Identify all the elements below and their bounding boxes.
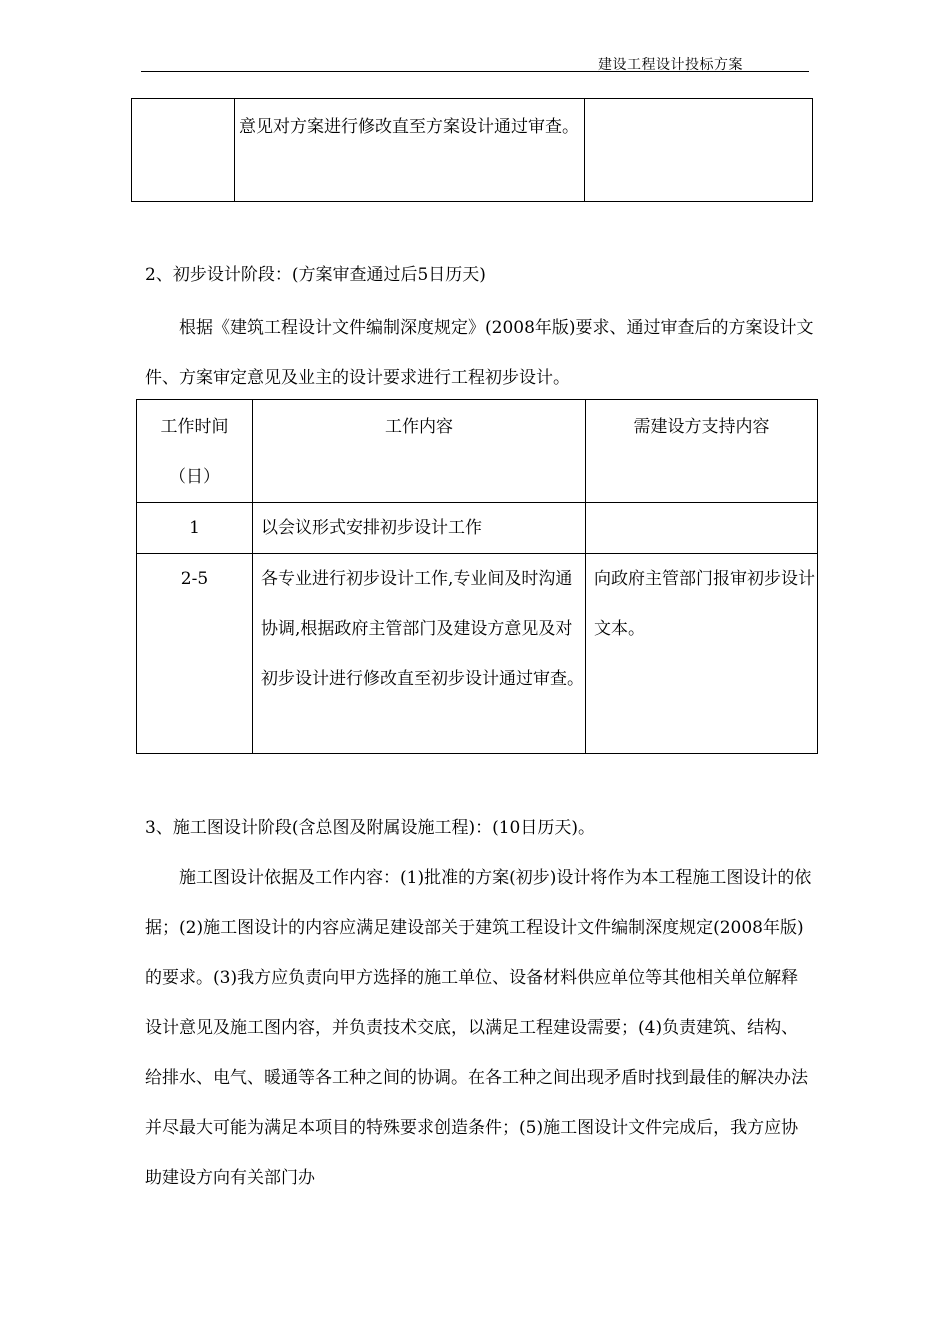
- table-cell: [132, 99, 235, 202]
- table-header-cell: 工作内容: [253, 400, 586, 503]
- table-cell: 意见对方案进行修改直至方案设计通过审查。: [235, 99, 585, 202]
- table-continued: [131, 98, 813, 202]
- header-divider: [141, 71, 809, 72]
- table-cell: 各专业进行初步设计工作,专业间及时沟通协调,根据政府主管部门及建设方意见及对初步设计进行修改直至初步设计通过审查。: [253, 554, 586, 754]
- table-cell: [585, 99, 813, 202]
- table-row: [132, 99, 813, 202]
- table-cell: 1: [137, 503, 253, 554]
- table-cell: 向政府主管部门报审初步设计文本。: [586, 554, 818, 754]
- section-2-heading: 2、初步设计阶段：(方案审查通过后5日历天): [145, 265, 486, 285]
- table-cell: 以会议形式安排初步设计工作: [253, 503, 586, 554]
- table-header-row: [137, 400, 818, 503]
- section-3-heading: 3、施工图设计阶段(含总图及附属设施工程)：(10日历天)。: [145, 818, 595, 838]
- table-header-cell: 工作时间（日）: [137, 400, 253, 503]
- section-3-paragraph: 施工图设计依据及工作内容：(1)批准的方案(初步)设计将作为本工程施工图设计的依据；(2)施工图设计的内容应满足建设部关于建筑工程设计文件编制深度规定(2008年版)的要求。(3)我方应负责向甲方选择的施工单位、设备材料供应单位等其他相关单位解释设计意见及施工图内容，并负责技术交底，以满足工程建设需要；(4)负责建筑、结构、给排水、电气、暖通等各工种之间的协调。在各工种之间出现矛盾时找到最佳的解决办法并尽最大可能为满足本项目的特殊要求创造条件；(5)施工图设计文件完成后，我方应协助建设方向有关部门办: [145, 868, 812, 1188]
- page-header-title: 建设工程设计投标方案: [598, 57, 743, 73]
- table-cell: [586, 503, 818, 554]
- table-row: [137, 554, 818, 754]
- preliminary-design-schedule-table: [136, 399, 818, 754]
- section-2-paragraph: 根据《建筑工程设计文件编制深度规定》(2008年版)要求、通过审查后的方案设计文件、方案审定意见及业主的设计要求进行工程初步设计。: [145, 318, 814, 388]
- table-cell: 2-5: [137, 554, 253, 754]
- table-header-cell: 需建设方支持内容: [586, 400, 818, 503]
- table-row: [137, 503, 818, 554]
